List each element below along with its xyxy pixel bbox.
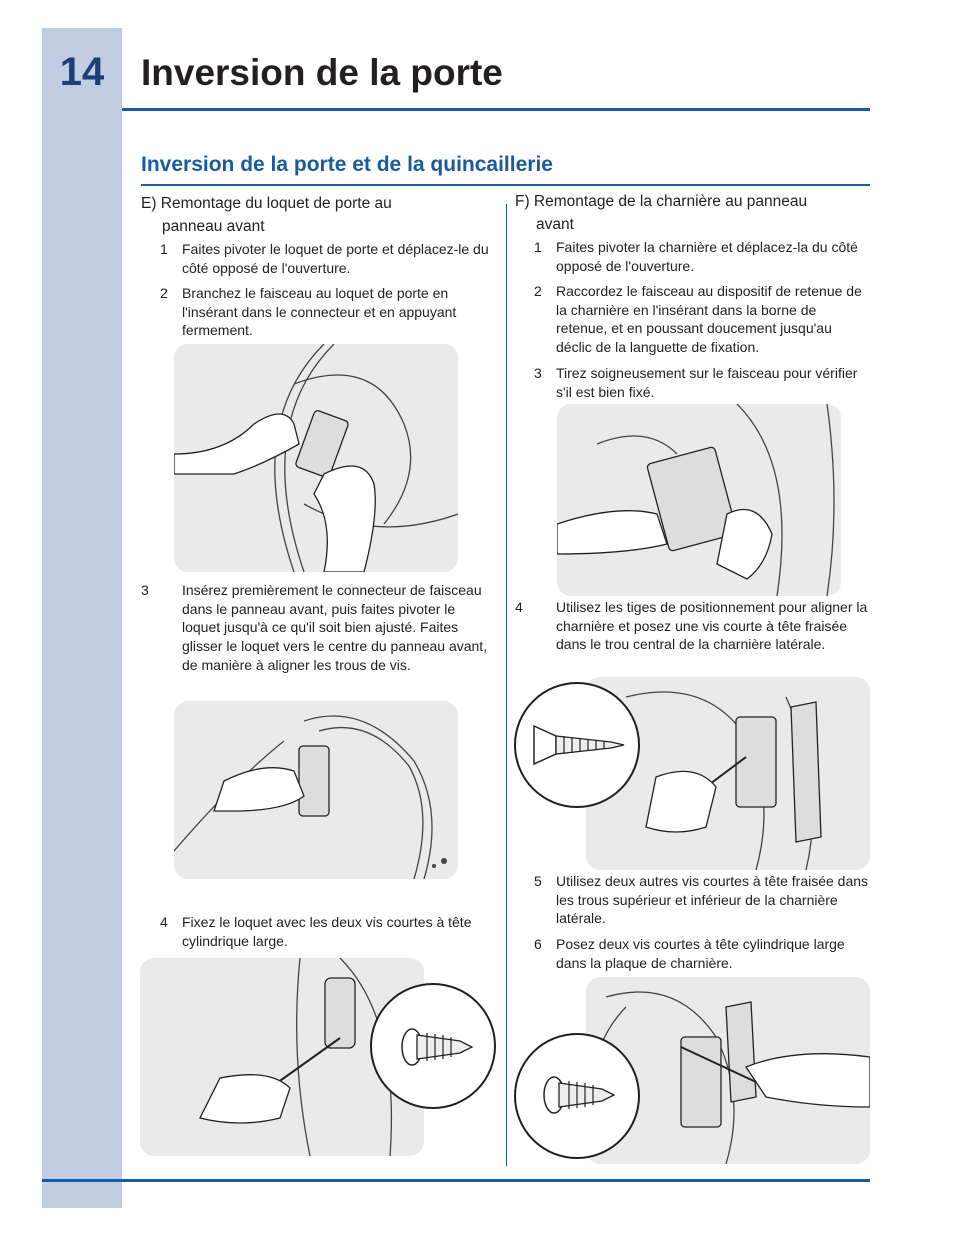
page-number: 14 — [59, 50, 105, 94]
right-heading-line2: avant — [536, 216, 574, 233]
step-number: 2 — [160, 285, 168, 301]
step-number: 6 — [534, 936, 542, 952]
footer-rule — [42, 1179, 870, 1182]
right-step-1 — [534, 238, 870, 275]
step-number: 1 — [160, 241, 168, 257]
right-step-4 — [515, 598, 870, 654]
section-rule — [141, 184, 870, 186]
countersunk-screw-zoom — [514, 682, 640, 808]
right-heading-line1: F) Remontage de la charnière au panneau — [515, 193, 808, 210]
step-text: Utilisez deux autres vis courtes à tête fraisée dans les trous supérieur et inférieur de la charnière latérale. — [556, 873, 869, 927]
illustration-latch-align — [174, 701, 458, 879]
left-step-2 — [160, 284, 496, 340]
step-number: 1 — [534, 239, 542, 255]
right-heading — [515, 190, 870, 236]
step-text: Insérez premièrement le connecteur de faisceau dans le panneau avant, puis faites pivoter le loquet jusqu'à ce qu'il soit bien ajusté. Faites glisser le loquet vers le centre du panneau avant, de manière à aligner les trous de vis. — [182, 582, 488, 673]
screw-zoom-left — [370, 983, 496, 1109]
left-heading-line1: E) Remontage du loquet de porte au — [141, 195, 392, 212]
right-step-3 — [534, 364, 870, 401]
step-number: 3 — [141, 582, 149, 598]
left-heading — [141, 192, 491, 238]
page-title: Inversion de la porte — [141, 52, 503, 93]
step-number: 4 — [515, 599, 523, 615]
left-step-1 — [160, 240, 496, 277]
step-text: Fixez le loquet avec les deux vis courtes à tête cylindrique large. — [182, 914, 472, 949]
illustration-hinge-connect — [557, 404, 841, 596]
title-rule — [122, 108, 870, 111]
step-text: Faites pivoter la charnière et déplacez-la du côté opposé de l'ouverture. — [556, 239, 858, 274]
screw-zoom-right — [514, 1033, 640, 1159]
column-divider — [506, 204, 507, 1166]
left-step-4 — [160, 913, 496, 950]
step-text: Utilisez les tiges de positionnement pour aligner la charnière et posez une vis courte à tête fraisée dans le trou central de la charnière latérale. — [556, 599, 868, 653]
step-text: Raccordez le faisceau au dispositif de retenue de la charnière en l'insérant dans la borne de retenue, et en poussant doucement jusqu'au déclic de la languette de fixation. — [556, 283, 862, 356]
page-sidebar — [42, 28, 122, 1208]
right-step-2 — [534, 282, 870, 357]
step-number: 4 — [160, 914, 168, 930]
step-text: Posez deux vis courtes à tête cylindrique large dans la plaque de charnière. — [556, 936, 845, 971]
step-number: 3 — [534, 365, 542, 381]
step-text: Faites pivoter le loquet de porte et déplacez-le du côté opposé de l'ouverture. — [182, 241, 489, 276]
left-step-3 — [141, 581, 496, 675]
step-text: Branchez le faisceau au loquet de porte en l'insérant dans le connecteur et en appuyant fermement. — [182, 285, 457, 339]
illustration-latch-connect — [174, 344, 458, 572]
step-number: 2 — [534, 283, 542, 299]
right-step-6 — [534, 935, 870, 972]
step-text: Tirez soigneusement sur le faisceau pour vérifier s'il est bien fixé. — [556, 365, 858, 400]
section-title: Inversion de la porte et de la quincaillerie — [141, 153, 553, 176]
right-step-5 — [534, 872, 870, 928]
step-number: 5 — [534, 873, 542, 889]
left-heading-line2: panneau avant — [162, 218, 265, 235]
